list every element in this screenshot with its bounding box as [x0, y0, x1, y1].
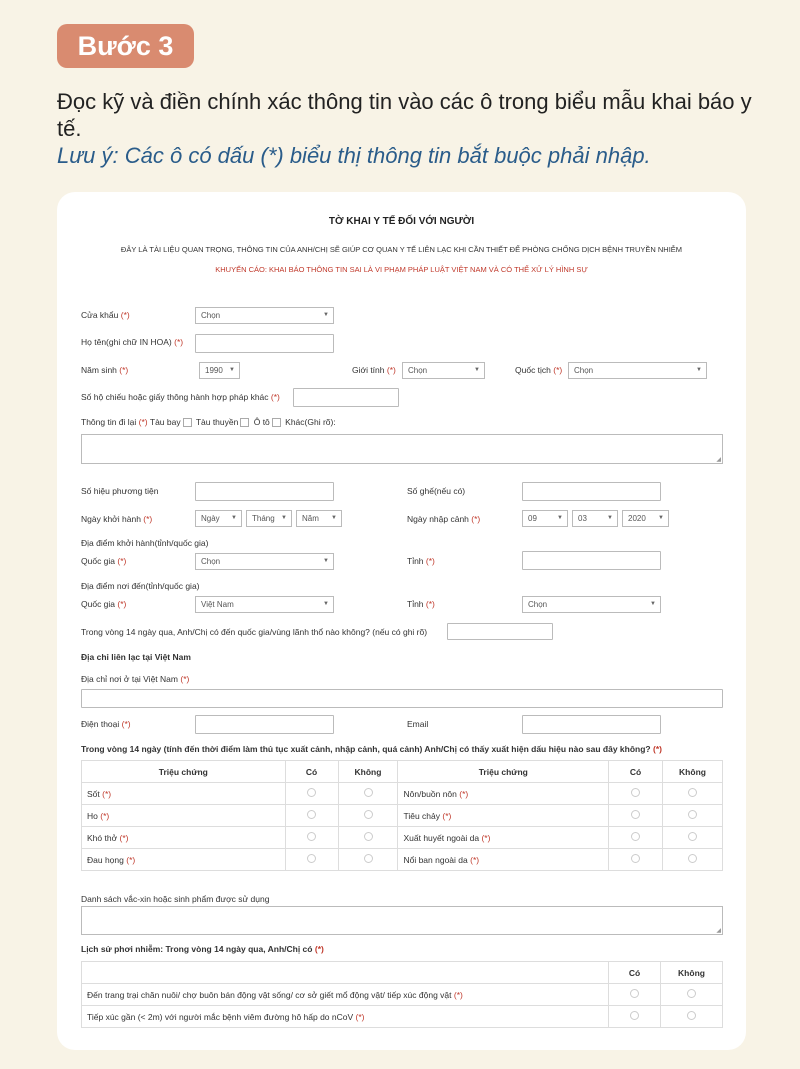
- yes-radio[interactable]: [307, 854, 316, 863]
- chevron-down-icon: ▼: [229, 367, 235, 373]
- chevron-down-icon: ▼: [696, 367, 702, 373]
- vehicle-no-input[interactable]: [195, 482, 334, 501]
- entry-month-select[interactable]: 03 ▼: [572, 510, 618, 527]
- form-warning: KHUYẾN CÁO: KHAI BÁO THÔNG TIN SAI LÀ VI PHẠM PHÁP LUẬT VIỆT NAM VÀ CÓ THỂ XỬ LÝ HÌNH SỰ: [215, 265, 588, 274]
- entry-day-select[interactable]: 09 ▼: [522, 510, 568, 527]
- departure-country-label: Quốc gia (*): [81, 556, 127, 566]
- full-name-label: Họ tên(ghi chữ IN HOA) (*): [81, 337, 184, 347]
- gender-select[interactable]: Chọn ▼: [402, 362, 485, 379]
- symptom-label: Tiêu chảy: [403, 810, 441, 821]
- symptom-label: Khó thở: [87, 832, 118, 843]
- contact-heading: Địa chỉ liên lạc tại Việt Nam: [81, 652, 191, 662]
- instruction-text: Đọc kỹ và điền chính xác thông tin vào các ô trong biểu mẫu khai báo y tế.: [57, 89, 752, 141]
- table-row: Tiếp xúc gần (< 2m) với người mắc bệnh viêm đường hô hấp do nCoV (*): [82, 1006, 723, 1028]
- departure-year-select[interactable]: Năm ▼: [296, 510, 342, 527]
- visited-label: Trong vòng 14 ngày qua, Anh/Chị có đến quốc gia/vùng lãnh thổ nào không? (nếu có ghi rõ): [81, 627, 428, 637]
- entry-year-select[interactable]: 2020 ▼: [622, 510, 669, 527]
- address-input[interactable]: [81, 689, 723, 708]
- birth-year-label: Năm sinh (*): [81, 365, 129, 375]
- table-row: Đến trang trại chăn nuôi/ chợ buôn bán động vật sống/ cơ sở giết mổ động vật/ tiếp xúc động vật (*): [82, 984, 723, 1006]
- no-radio[interactable]: [364, 832, 373, 841]
- departure-place-heading: Địa điểm khởi hành(tỉnh/quốc gia): [81, 538, 209, 548]
- full-name-input[interactable]: [195, 334, 334, 353]
- visited-input[interactable]: [447, 623, 553, 640]
- exposure-table: [81, 961, 723, 1028]
- no-radio[interactable]: [687, 989, 696, 998]
- table-row: Đau họng (*) Nổi ban ngoài da (*): [82, 849, 723, 871]
- seat-no-label: Số ghế(nếu có): [407, 486, 466, 496]
- destination-country-label: Quốc gia (*): [81, 599, 127, 609]
- no-radio[interactable]: [687, 1011, 696, 1020]
- destination-heading: Địa điểm nơi đến(tỉnh/quốc gia): [81, 581, 200, 591]
- col-yes: Có: [609, 761, 663, 783]
- exposure-question: Tiếp xúc gần (< 2m) với người mắc bệnh viêm đường hô hấp do nCoV: [87, 1011, 354, 1022]
- chevron-down-icon: ▼: [281, 515, 287, 521]
- birth-year-select[interactable]: 1990 ▼: [199, 362, 240, 379]
- col-yes: Có: [285, 761, 338, 783]
- declaration-form: [57, 192, 746, 1050]
- phone-input[interactable]: [195, 715, 334, 734]
- no-radio[interactable]: [364, 854, 373, 863]
- chevron-down-icon: ▼: [557, 515, 563, 521]
- passport-input[interactable]: [293, 388, 399, 407]
- no-radio[interactable]: [364, 788, 373, 797]
- yes-radio[interactable]: [631, 854, 640, 863]
- yes-radio[interactable]: [630, 989, 639, 998]
- departure-country-select[interactable]: Chọn ▼: [195, 553, 334, 570]
- travel-plane-checkbox[interactable]: [183, 418, 192, 427]
- instruction-note: Lưu ý: Các ô có dấu (*) biểu thị thông tin bắt buộc phải nhập.: [57, 143, 651, 168]
- yes-radio[interactable]: [307, 788, 316, 797]
- passport-label: Số hộ chiếu hoặc giấy thông hành hợp pháp khác (*): [81, 392, 280, 402]
- table-header: [82, 761, 723, 783]
- yes-radio[interactable]: [630, 1011, 639, 1020]
- destination-province-select[interactable]: Chọn ▼: [522, 596, 661, 613]
- yes-radio[interactable]: [631, 810, 640, 819]
- table-row: Khó thở (*) Xuất huyết ngoài da (*): [82, 827, 723, 849]
- no-radio[interactable]: [688, 788, 697, 797]
- chevron-down-icon: ▼: [231, 515, 237, 521]
- gender-label: Giới tính (*): [352, 365, 396, 375]
- nationality-select[interactable]: Chọn ▼: [568, 362, 707, 379]
- vehicle-no-label: Số hiệu phương tiện: [81, 486, 159, 496]
- no-radio[interactable]: [688, 854, 697, 863]
- symptom-label: Nổi ban ngoài da: [403, 854, 468, 865]
- chevron-down-icon: ▼: [323, 601, 329, 607]
- email-input[interactable]: [522, 715, 661, 734]
- resize-grip-icon: ◢: [716, 928, 721, 934]
- travel-other-textarea[interactable]: [81, 434, 723, 464]
- yes-radio[interactable]: [631, 832, 640, 841]
- entry-date-label: Ngày nhập cảnh (*): [407, 514, 481, 524]
- chevron-down-icon: ▼: [474, 367, 480, 373]
- vaccine-textarea[interactable]: [81, 906, 723, 935]
- phone-label: Điện thoại (*): [81, 719, 131, 729]
- chevron-down-icon: ▼: [331, 515, 337, 521]
- symptom-label: Nôn/buồn nôn: [403, 788, 457, 799]
- col-no: Không: [663, 761, 723, 783]
- form-title: TỜ KHAI Y TẾ ĐỐI VỚI NGƯỜI: [328, 216, 475, 227]
- departure-day-select[interactable]: Ngày ▼: [195, 510, 242, 527]
- col-yes: Có: [609, 962, 661, 984]
- border-gate-select[interactable]: Chọn ▼: [195, 307, 334, 324]
- email-label: Email: [407, 719, 429, 729]
- symptoms-table: [81, 760, 723, 871]
- yes-radio[interactable]: [307, 832, 316, 841]
- chevron-down-icon: ▼: [323, 558, 329, 564]
- destination-country-select[interactable]: Việt Nam ▼: [195, 596, 334, 613]
- yes-radio[interactable]: [631, 788, 640, 797]
- yes-radio[interactable]: [307, 810, 316, 819]
- departure-month-select[interactable]: Tháng ▼: [246, 510, 292, 527]
- address-label: Địa chỉ nơi ở tại Việt Nam (*): [81, 674, 190, 684]
- table-row: Ho (*) Tiêu chảy (*): [82, 805, 723, 827]
- chevron-down-icon: ▼: [658, 515, 664, 521]
- no-radio[interactable]: [364, 810, 373, 819]
- exposure-heading: Lịch sử phơi nhiễm: Trong vòng 14 ngày qua, Anh/Chị có (*): [81, 944, 324, 954]
- table-row: Sốt (*) Nôn/buồn nôn (*): [82, 783, 723, 805]
- departure-province-input[interactable]: [522, 551, 661, 570]
- form-subtitle: ĐÂY LÀ TÀI LIỆU QUAN TRỌNG, THÔNG TIN CỦA ANH/CHỊ SẼ GIÚP CƠ QUAN Y TẾ LIÊN LẠC KHI CẦN THIẾT ĐỂ PHÒNG CHỐNG DỊCH BỆNH TRUYỀN NHIỄM: [120, 245, 683, 254]
- col-no: Không: [338, 761, 398, 783]
- step-badge: Bước 3: [57, 24, 194, 68]
- travel-car-checkbox[interactable]: [272, 418, 281, 427]
- col-symptom: Triệu chứng: [82, 761, 286, 783]
- symptom-label: Ho: [87, 810, 98, 821]
- col-symptom: Triệu chứng: [398, 761, 609, 783]
- vaccine-label: Danh sách vắc-xin hoặc sinh phẩm được sử dụng: [81, 894, 270, 904]
- symptoms-question: Trong vòng 14 ngày (tính đến thời điểm làm thủ tục xuất cảnh, nhập cảnh, quá cảnh) Anh/Chị có thấy xuất hiện dấu hiệu nào sau đây không? (*): [81, 744, 662, 754]
- travel-ship-checkbox[interactable]: [240, 418, 249, 427]
- symptom-label: Xuất huyết ngoài da: [403, 832, 480, 843]
- exposure-question: Đến trang trại chăn nuôi/ chợ buôn bán động vật sống/ cơ sở giết mổ động vật/ tiếp xúc động vật: [87, 989, 452, 1000]
- chevron-down-icon: ▼: [650, 601, 656, 607]
- destination-province-label: Tỉnh (*): [407, 599, 435, 609]
- departure-province-label: Tỉnh (*): [407, 556, 435, 566]
- border-gate-label: Cửa khẩu (*): [81, 310, 130, 320]
- departure-date-label: Ngày khởi hành (*): [81, 514, 153, 524]
- table-header: [82, 962, 723, 984]
- seat-no-input[interactable]: [522, 482, 661, 501]
- chevron-down-icon: ▼: [323, 312, 329, 318]
- no-radio[interactable]: [688, 810, 697, 819]
- resize-grip-icon: ◢: [716, 457, 721, 463]
- symptom-label: Sốt: [87, 788, 100, 799]
- no-radio[interactable]: [688, 832, 697, 841]
- nationality-label: Quốc tịch (*): [515, 365, 563, 375]
- travel-info-row: Thông tin đi lại (*) Tàu bay Tàu thuyền Ô tô Khác(Ghi rõ):: [81, 417, 336, 427]
- col-no: Không: [661, 962, 723, 984]
- chevron-down-icon: ▼: [607, 515, 613, 521]
- symptom-label: Đau họng: [87, 854, 124, 865]
